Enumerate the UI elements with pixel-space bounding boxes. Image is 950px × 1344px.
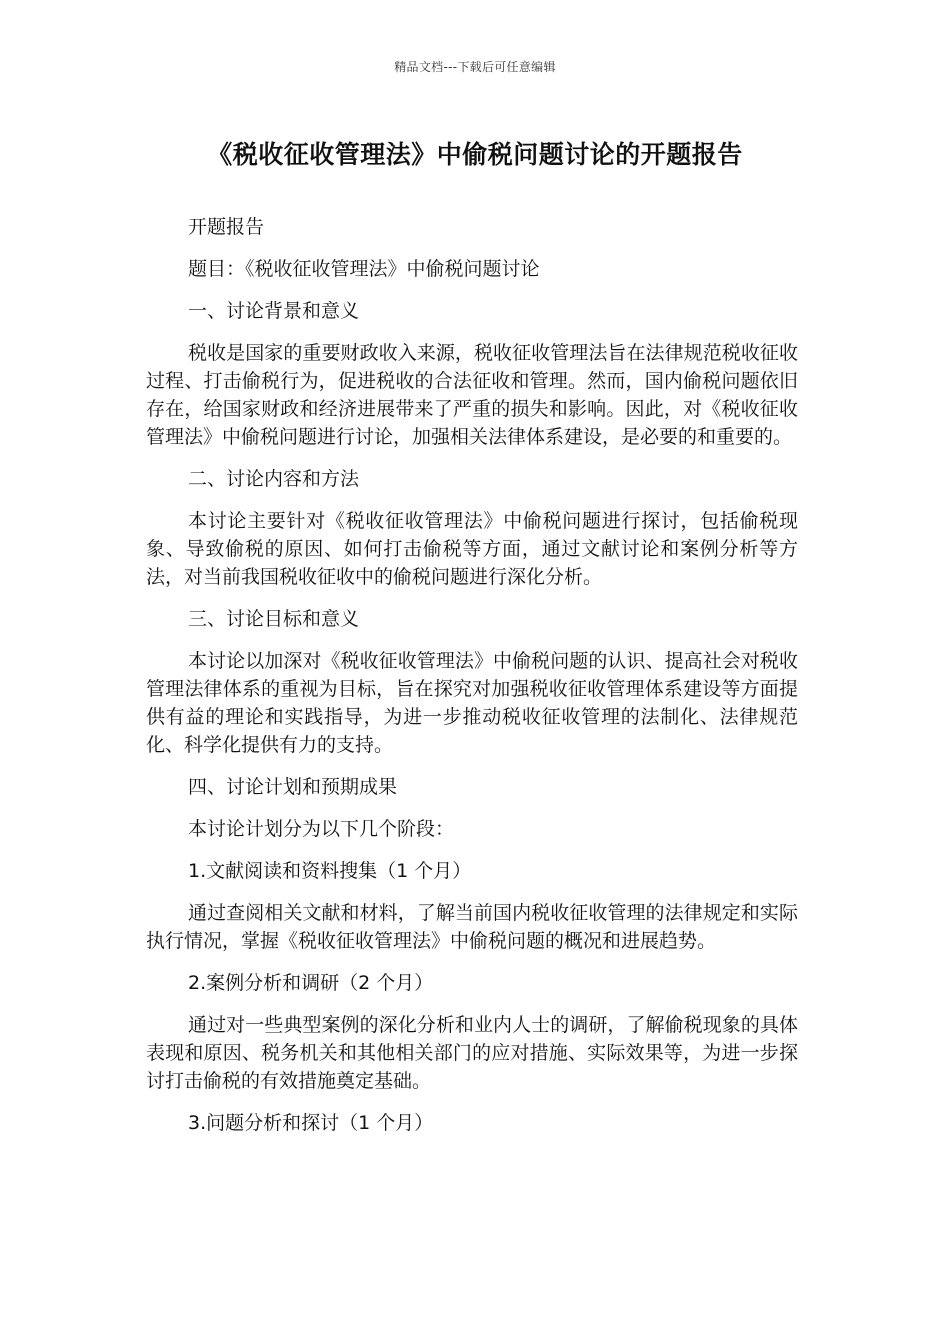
section-heading: 三、讨论目标和意义 xyxy=(188,608,360,630)
document-title: 《税收征收管理法》中偷税问题讨论的开题报告 xyxy=(207,140,743,169)
paragraph: 题目：《税收征收管理法》中偷税问题讨论 xyxy=(188,258,540,280)
paragraph: 本讨论主要针对《税收征收管理法》中偷税问题进行探讨，包括偷税现象、导致偷税的原因、如何打击偷税等方面，通过文献讨论和案例分析等方法，对当前我国税收征收中的偷税问题进行深化分析。 xyxy=(146,510,798,588)
list-item: 3.问题分析和探讨（1 个月） xyxy=(188,1112,434,1134)
section-heading: 二、讨论内容和方法 xyxy=(188,468,360,490)
section-heading: 四、讨论计划和预期成果 xyxy=(188,776,398,798)
paragraph: 本讨论计划分为以下几个阶段： xyxy=(188,818,455,840)
section-heading: 一、讨论背景和意义 xyxy=(188,300,360,322)
paragraph: 通过查阅相关文献和材料，了解当前国内税收征收管理的法律规定和实际执行情况，掌握《税收征收管理法》中偷税问题的概况和进展趋势。 xyxy=(146,902,798,952)
header-note: 精品文档---下载后可任意编辑 xyxy=(394,60,556,74)
list-item: 2.案例分析和调研（2 个月） xyxy=(188,972,434,994)
paragraph: 税收是国家的重要财政收入来源，税收征收管理法旨在法律规范税收征收过程、打击偷税行为，促进税收的合法征收和管理。然而，国内偷税问题依旧存在，给国家财政和经济进展带来了严重的损失和影响。因此，对《税收征收管理法》中偷税问题进行讨论，加强相关法律体系建设，是必要的和重要的。 xyxy=(146,342,798,448)
list-item: 1.文献阅读和资料搜集（1 个月） xyxy=(188,860,472,882)
paragraph: 本讨论以加深对《税收征收管理法》中偷税问题的认识、提高社会对税收管理法律体系的重视为目标，旨在探究对加强税收征收管理体系建设等方面提供有益的理论和实践指导，为进一步推动税收征收管理的法制化、法律规范化、科学化提供有力的支持。 xyxy=(146,650,798,756)
paragraph: 开题报告 xyxy=(188,216,265,238)
document-body xyxy=(146,213,798,1151)
paragraph: 通过对一些典型案例的深化分析和业内人士的调研，了解偷税现象的具体表现和原因、税务机关和其他相关部门的应对措施、实际效果等，为进一步探讨打击偷税的有效措施奠定基础。 xyxy=(146,1014,798,1092)
